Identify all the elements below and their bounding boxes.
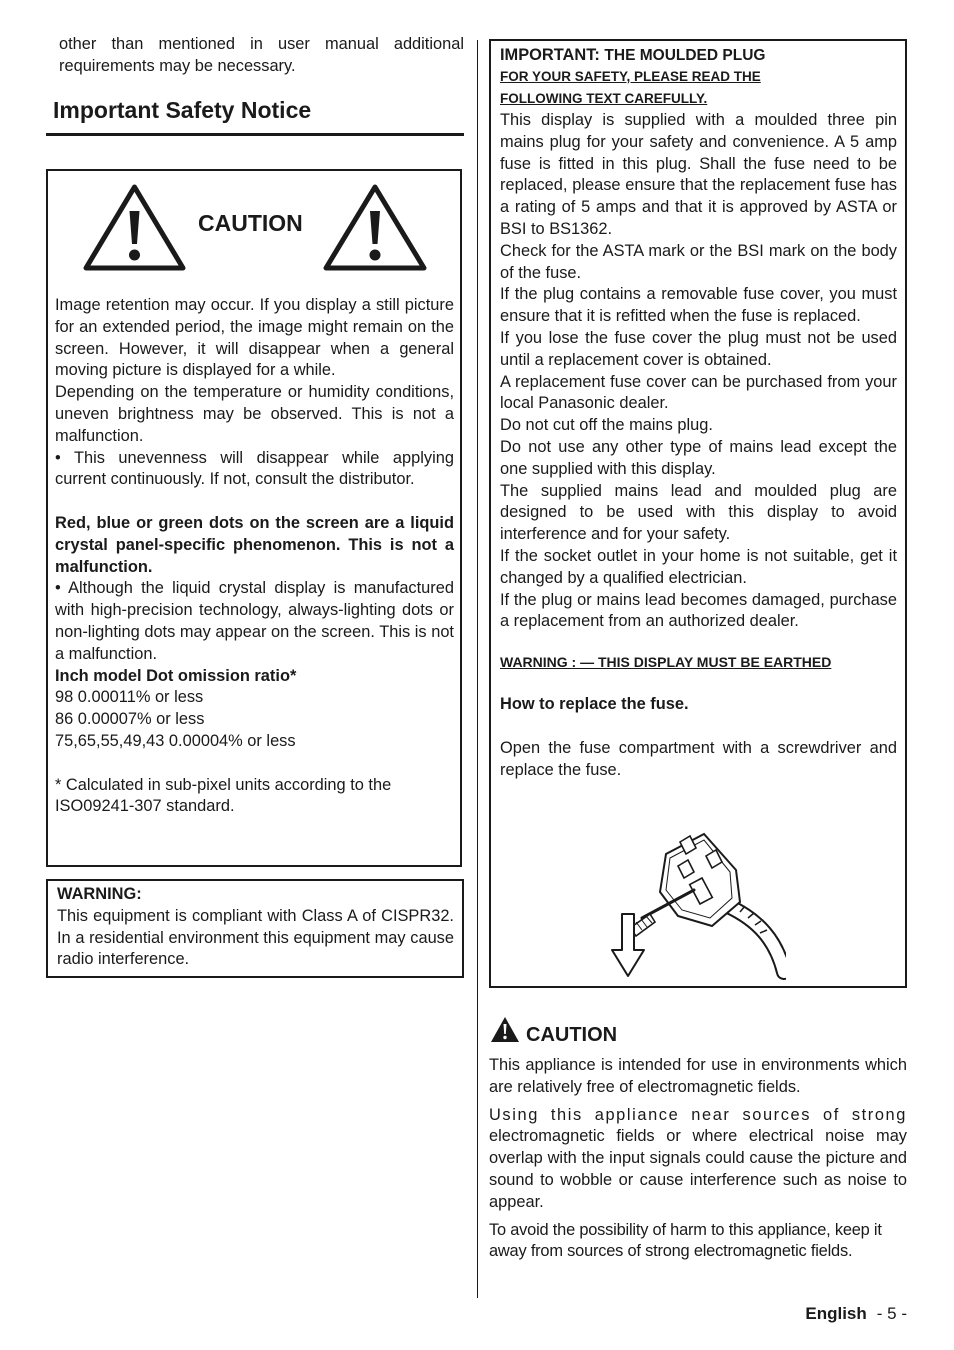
warning-triangle-icon (321, 181, 429, 273)
page-title: Important Safety Notice (53, 97, 312, 123)
emf-paragraph: To avoid the possibility of harm to this appliance, keep it away from sources of strong electromagnetic fields. (489, 1220, 882, 1261)
caution-emf-body (489, 1055, 907, 1263)
lcd-paragraph: • Although the liquid crystal display is manufactured with high-precision technology, always-lighting dots or non-lighting dots may appear on the screen. This is not a malfunction. (55, 579, 454, 663)
column-divider (477, 40, 478, 1298)
fuse-instruction: Open the fuse compartment with a screwdriver and replace the fuse. (500, 738, 897, 779)
emf-paragraph (489, 1105, 907, 1214)
plug-paragraph: If the socket outlet in your home is not suitable, get it changed by a qualified electrician. (500, 546, 897, 587)
warning-label: WARNING: (57, 885, 142, 903)
dot-table-row: 98 0.00011% or less (55, 688, 204, 707)
warning-text: This equipment is compliant with Class A of CISPR32. In a residential environment this equipment may cause radio interference. (57, 906, 454, 969)
warning-body (57, 884, 454, 971)
spacer (500, 674, 897, 694)
emf-paragraph-lead: Using this appliance near sources of strong (489, 1105, 907, 1124)
dot-table-header: Inch model Dot omission ratio* (55, 666, 297, 685)
fuse-replacement-illustration (608, 832, 786, 980)
spacer (55, 491, 454, 513)
brightness-paragraph: Depending on the temperature or humidity conditions, uneven brightness may be observed. This is not a malfunction. (55, 383, 454, 445)
image-retention-paragraph: Image retention may occur. If you display a still picture for an extended period, the image might remain on the screen. However, it will disappear when a general moving picture is displayed for a while. (55, 296, 454, 380)
caution-icon (490, 1016, 520, 1043)
plug-paragraph: Do not cut off the mains plug. (500, 416, 713, 435)
plug-paragraph: If the plug or mains lead becomes damaged, purchase a replacement from an authorized dealer. (500, 590, 897, 631)
plug-paragraph: A replacement fuse cover can be purchased from your local Panasonic dealer. (500, 372, 897, 413)
moulded-plug-body (500, 45, 897, 781)
warning-triangle-icon (81, 181, 188, 273)
footer-language: English (805, 1304, 867, 1323)
caution-heading: CAUTION (198, 210, 303, 236)
emf-paragraph-rest: electromagnetic fields or where electrical noise may overlap with the input signals could cause the picture and sound to wobble or cause interference such as noise to appear. (489, 1127, 907, 1211)
plug-paragraph: Check for the ASTA mark or the BSI mark on the body of the fuse. (500, 241, 897, 282)
earthed-warning: WARNING : — THIS DISPLAY MUST BE EARTHED (500, 654, 832, 671)
plug-paragraph: The supplied mains lead and moulded plug are designed to be used with this display to avoid interference and for your safety. (500, 481, 897, 544)
plug-heading: THE MOULDED PLUG (604, 47, 766, 64)
dot-table-row: 75,65,55,49,43 0.00004% or less (55, 731, 296, 750)
dot-table-row: 86 0.00007% or less (55, 710, 205, 729)
dots-notice: Red, blue or green dots on the screen are a liquid crystal panel-specific phenomenon. This is not a malfunction. (55, 513, 454, 576)
plug-paragraph: If the plug contains a removable fuse cover, you must ensure that it is refitted when the fuse is replaced. (500, 285, 897, 326)
title-divider (46, 133, 464, 136)
plug-subheading: FOR YOUR SAFETY, PLEASE READ THE (500, 69, 761, 84)
plug-paragraph: If you lose the fuse cover the plug must not be used until a replacement cover is obtained. (500, 328, 897, 369)
important-label: IMPORTANT: (500, 46, 600, 64)
fuse-howto-heading: How to replace the fuse. (500, 694, 689, 713)
spacer (500, 716, 897, 738)
spacer (55, 753, 454, 775)
footnote: * Calculated in sub-pixel units according to the ISO09241-307 standard. (55, 775, 392, 816)
unevenness-paragraph: • This unevenness will disappear while applying current continuously. If not, consult the distributor. (55, 448, 454, 489)
plug-paragraph: This display is supplied with a moulded three pin mains plug for your safety and convenience. A 5 amp fuse is fitted in this plug. Shall the fuse need to be replaced, please ensure that the replacement fuse has a rating of 5 amps and that it is approved by ASTA or BSI to BS1362. (500, 111, 897, 238)
caution-body (55, 295, 454, 818)
caution-heading: CAUTION (526, 1024, 618, 1046)
page-footer (805, 1303, 907, 1325)
intro-text: other than mentioned in user manual additional requirements may be necessary. (59, 35, 464, 75)
spacer (500, 633, 897, 652)
emf-paragraph: This appliance is intended for use in environments which are relatively free of electromagnetic fields. (489, 1056, 907, 1096)
page-number: - 5 - (876, 1304, 907, 1323)
plug-subheading: FOLLOWING TEXT CAREFULLY. (500, 91, 708, 106)
plug-paragraph: Do not use any other type of mains lead except the one supplied with this display. (500, 437, 897, 478)
